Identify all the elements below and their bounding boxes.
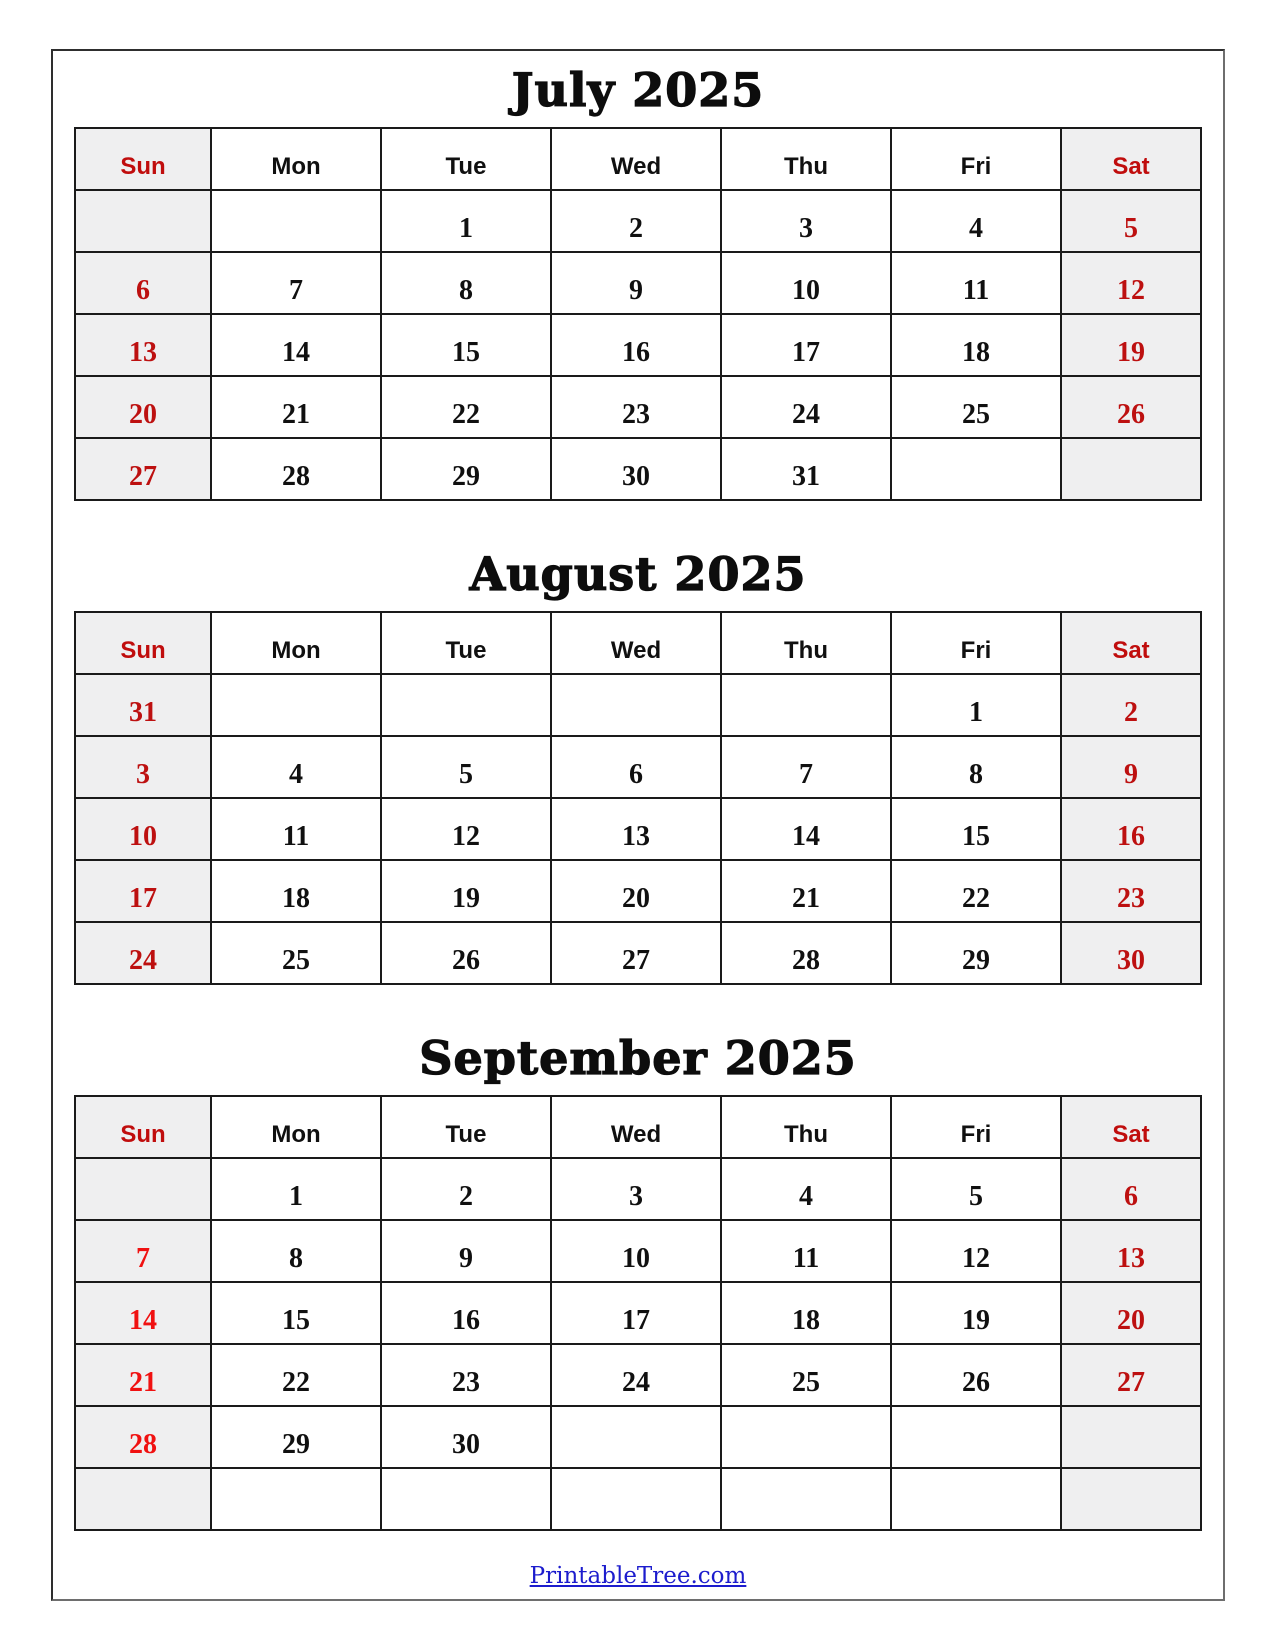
month-title: July 2025 <box>511 63 765 117</box>
day-header-row <box>75 612 1201 674</box>
page-frame <box>51 49 1225 1601</box>
day-cell: 7 <box>75 1220 211 1282</box>
day-cell: 15 <box>211 1282 381 1344</box>
day-cell: 4 <box>721 1158 891 1220</box>
month-section-august-2025 <box>53 547 1223 985</box>
day-cell: 5 <box>381 736 551 798</box>
day-cell <box>75 190 211 252</box>
day-cell: 12 <box>381 798 551 860</box>
day-cell: 19 <box>381 860 551 922</box>
week-row <box>75 1220 1201 1282</box>
day-cell: 20 <box>551 860 721 922</box>
week-row <box>75 438 1201 500</box>
day-cell <box>1061 1406 1201 1468</box>
day-header-mon: Mon <box>211 1096 381 1158</box>
day-cell: 3 <box>75 736 211 798</box>
day-cell: 25 <box>211 922 381 984</box>
day-cell: 31 <box>75 674 211 736</box>
day-cell: 4 <box>891 190 1061 252</box>
day-cell <box>75 1158 211 1220</box>
week-row <box>75 1282 1201 1344</box>
day-cell <box>211 190 381 252</box>
day-header-sat: Sat <box>1061 612 1201 674</box>
week-row <box>75 860 1201 922</box>
day-cell: 18 <box>721 1282 891 1344</box>
day-cell: 25 <box>721 1344 891 1406</box>
day-cell: 11 <box>721 1220 891 1282</box>
day-header-mon: Mon <box>211 612 381 674</box>
week-row <box>75 314 1201 376</box>
day-cell: 16 <box>381 1282 551 1344</box>
day-header-row <box>75 1096 1201 1158</box>
day-cell: 24 <box>551 1344 721 1406</box>
week-row <box>75 1158 1201 1220</box>
day-cell <box>891 1406 1061 1468</box>
day-cell: 13 <box>1061 1220 1201 1282</box>
day-cell: 7 <box>721 736 891 798</box>
week-row <box>75 1406 1201 1468</box>
day-cell: 9 <box>1061 736 1201 798</box>
week-row <box>75 1468 1201 1530</box>
day-cell: 31 <box>721 438 891 500</box>
day-header-fri: Fri <box>891 612 1061 674</box>
day-cell: 8 <box>211 1220 381 1282</box>
month-title: September 2025 <box>419 1031 857 1085</box>
day-cell: 12 <box>891 1220 1061 1282</box>
week-row <box>75 736 1201 798</box>
day-cell: 17 <box>721 314 891 376</box>
day-header-wed: Wed <box>551 612 721 674</box>
day-cell: 10 <box>551 1220 721 1282</box>
month-table <box>74 1095 1202 1531</box>
day-cell: 18 <box>211 860 381 922</box>
day-cell <box>1061 1468 1201 1530</box>
day-cell: 20 <box>75 376 211 438</box>
day-header-tue: Tue <box>381 1096 551 1158</box>
day-cell: 21 <box>75 1344 211 1406</box>
month-section-september-2025 <box>53 1031 1223 1531</box>
day-header-thu: Thu <box>721 1096 891 1158</box>
day-cell: 6 <box>551 736 721 798</box>
day-cell: 23 <box>551 376 721 438</box>
day-cell: 14 <box>75 1282 211 1344</box>
day-cell: 1 <box>211 1158 381 1220</box>
day-cell: 3 <box>551 1158 721 1220</box>
day-cell: 21 <box>211 376 381 438</box>
day-cell: 29 <box>381 438 551 500</box>
day-header-sun: Sun <box>75 1096 211 1158</box>
day-cell: 17 <box>75 860 211 922</box>
day-cell: 9 <box>551 252 721 314</box>
day-cell: 14 <box>721 798 891 860</box>
day-cell: 26 <box>381 922 551 984</box>
day-cell: 13 <box>551 798 721 860</box>
day-cell: 27 <box>1061 1344 1201 1406</box>
day-header-tue: Tue <box>381 128 551 190</box>
day-cell: 13 <box>75 314 211 376</box>
day-cell: 23 <box>381 1344 551 1406</box>
day-cell: 8 <box>891 736 1061 798</box>
day-header-wed: Wed <box>551 1096 721 1158</box>
day-header-fri: Fri <box>891 128 1061 190</box>
day-cell: 22 <box>211 1344 381 1406</box>
footer-link[interactable]: PrintableTree.com <box>529 1563 747 1589</box>
day-header-sun: Sun <box>75 612 211 674</box>
day-cell: 30 <box>1061 922 1201 984</box>
day-cell: 2 <box>381 1158 551 1220</box>
day-cell <box>891 1468 1061 1530</box>
day-cell <box>721 1468 891 1530</box>
day-header-thu: Thu <box>721 612 891 674</box>
day-cell: 1 <box>891 674 1061 736</box>
month-title: August 2025 <box>469 547 807 601</box>
day-cell: 2 <box>551 190 721 252</box>
day-cell: 23 <box>1061 860 1201 922</box>
footer <box>53 1563 1223 1589</box>
day-cell: 15 <box>381 314 551 376</box>
day-cell <box>551 674 721 736</box>
day-header-sat: Sat <box>1061 128 1201 190</box>
day-cell <box>1061 438 1201 500</box>
day-cell: 28 <box>211 438 381 500</box>
day-cell: 10 <box>721 252 891 314</box>
day-cell: 6 <box>75 252 211 314</box>
day-cell: 22 <box>381 376 551 438</box>
day-cell: 5 <box>1061 190 1201 252</box>
day-cell <box>211 1468 381 1530</box>
week-row <box>75 922 1201 984</box>
day-header-tue: Tue <box>381 612 551 674</box>
day-cell: 29 <box>211 1406 381 1468</box>
day-header-fri: Fri <box>891 1096 1061 1158</box>
day-cell: 25 <box>891 376 1061 438</box>
day-cell: 12 <box>1061 252 1201 314</box>
day-cell <box>551 1406 721 1468</box>
day-cell: 16 <box>1061 798 1201 860</box>
day-cell: 27 <box>551 922 721 984</box>
day-cell: 19 <box>891 1282 1061 1344</box>
day-cell: 16 <box>551 314 721 376</box>
day-cell <box>721 1406 891 1468</box>
week-row <box>75 798 1201 860</box>
week-row <box>75 376 1201 438</box>
day-cell: 24 <box>75 922 211 984</box>
month-table <box>74 127 1202 501</box>
day-cell: 14 <box>211 314 381 376</box>
month-section-july-2025 <box>53 63 1223 501</box>
day-cell: 10 <box>75 798 211 860</box>
week-row <box>75 1344 1201 1406</box>
day-cell: 27 <box>75 438 211 500</box>
month-table <box>74 611 1202 985</box>
week-row <box>75 252 1201 314</box>
day-cell: 24 <box>721 376 891 438</box>
day-header-thu: Thu <box>721 128 891 190</box>
day-cell: 3 <box>721 190 891 252</box>
day-cell: 21 <box>721 860 891 922</box>
day-cell: 15 <box>891 798 1061 860</box>
day-header-wed: Wed <box>551 128 721 190</box>
day-cell: 30 <box>551 438 721 500</box>
day-cell <box>381 1468 551 1530</box>
week-row <box>75 190 1201 252</box>
day-cell: 11 <box>891 252 1061 314</box>
day-cell: 17 <box>551 1282 721 1344</box>
day-cell <box>551 1468 721 1530</box>
day-cell: 11 <box>211 798 381 860</box>
day-cell: 30 <box>381 1406 551 1468</box>
day-cell: 9 <box>381 1220 551 1282</box>
day-cell: 2 <box>1061 674 1201 736</box>
day-cell: 19 <box>1061 314 1201 376</box>
day-cell: 5 <box>891 1158 1061 1220</box>
day-cell: 28 <box>721 922 891 984</box>
day-cell: 1 <box>381 190 551 252</box>
day-header-sun: Sun <box>75 128 211 190</box>
week-row <box>75 674 1201 736</box>
day-cell: 26 <box>1061 376 1201 438</box>
day-cell <box>721 674 891 736</box>
calendar-stack <box>53 63 1223 1531</box>
day-cell: 4 <box>211 736 381 798</box>
day-cell: 6 <box>1061 1158 1201 1220</box>
day-cell: 18 <box>891 314 1061 376</box>
day-header-row <box>75 128 1201 190</box>
day-cell: 7 <box>211 252 381 314</box>
day-cell: 20 <box>1061 1282 1201 1344</box>
day-cell <box>381 674 551 736</box>
day-cell <box>211 674 381 736</box>
day-header-mon: Mon <box>211 128 381 190</box>
day-cell: 22 <box>891 860 1061 922</box>
day-header-sat: Sat <box>1061 1096 1201 1158</box>
day-cell: 28 <box>75 1406 211 1468</box>
day-cell: 8 <box>381 252 551 314</box>
day-cell <box>75 1468 211 1530</box>
day-cell <box>891 438 1061 500</box>
day-cell: 26 <box>891 1344 1061 1406</box>
day-cell: 29 <box>891 922 1061 984</box>
